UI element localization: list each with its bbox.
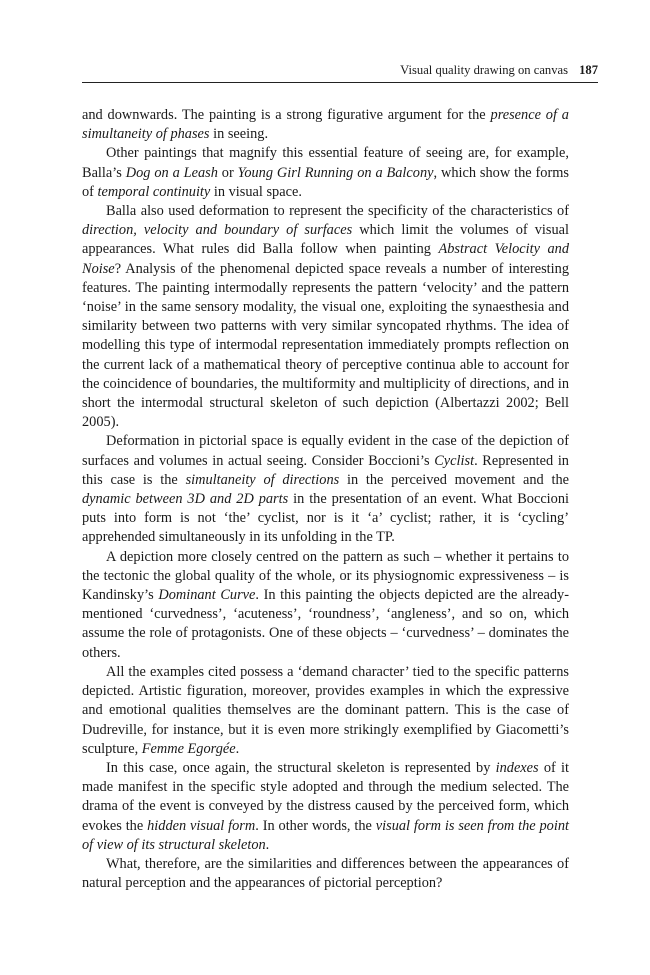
italic-run: Young Girl Running on a Balcony xyxy=(237,164,434,181)
italic-run: Dog on a Leash xyxy=(125,164,218,181)
running-title: Visual quality drawing on canvas xyxy=(400,63,568,77)
italic-run: temporal continuity xyxy=(97,183,211,200)
paragraph xyxy=(82,855,569,893)
text-run: which limit the volumes of visual appearances. What rules did Balla follow when painting xyxy=(82,222,569,258)
text-run: in the perceived movement and the xyxy=(339,471,569,488)
paragraph xyxy=(82,106,569,144)
paragraph xyxy=(82,202,569,432)
paragraph xyxy=(82,432,569,547)
italic-run: hidden visual form xyxy=(147,817,256,834)
text-run: . Represented in this case is the xyxy=(82,452,569,488)
italic-run: Cyclist xyxy=(434,452,475,469)
italic-run: indexes xyxy=(495,759,539,776)
text-run: Other paintings that magnify this essential feature of seeing are, for example, Balla’s xyxy=(82,145,569,181)
text-run: in visual space. xyxy=(210,183,302,200)
italic-run: dynamic between 3D and 2D parts xyxy=(82,491,289,508)
italic-run: Femme Egorgée xyxy=(141,740,236,757)
text-run: . In this painting the objects depicted are the already-mentioned ‘curvedness’, ‘acuteness’, ‘roundness’, ‘angleness’, and so on, which assume the role of protagonists. One of these objects – ‘curvedness’ – dominates the others. xyxy=(82,587,570,661)
text-run: . xyxy=(265,836,270,853)
italic-run: direction, velocity and boundary of surfaces xyxy=(82,222,353,239)
text-run: or xyxy=(217,164,238,181)
page-number: 187 xyxy=(579,63,598,77)
text-run: , which show the forms of xyxy=(82,164,569,200)
text-run: and downwards. The painting is a strong figurative argument for the xyxy=(82,107,491,123)
text-run: in the presentation of an event. What Boccioni puts into form is not ‘the’ cyclist, nor is it ‘a’ cyclist; rather, it is ‘cycling’ apprehended simultaneously in its unfolding in the TP. xyxy=(82,491,569,546)
text-run: . In other words, the xyxy=(255,817,376,834)
paragraph xyxy=(82,663,569,759)
paragraph xyxy=(82,548,569,663)
text-run: All the examples cited possess a ‘demand character’ tied to the specific patterns depicted. Artistic figuration, moreover, provides examples in which the expressive and emotional qualities themselves are the dominant pattern. This is the case of Dudreville, for instance, but it is even more strikingly exemplified by Giacometti’s sculpture, xyxy=(82,663,569,757)
italic-run: Dominant Curve xyxy=(158,587,256,604)
italic-run: simultaneity of directions xyxy=(185,471,340,488)
paragraph xyxy=(82,759,569,855)
text-run: What, therefore, are the similarities and differences between the appearances of natural perception and the appearances of pictorial perception? xyxy=(82,855,569,892)
text-run: of it made manifest in the specific style adopted and through the medium selected. The drama of the event is conveyed by the distress caused by the perceived form, which evokes the xyxy=(82,759,569,834)
text-run: In this case, once again, the structural skeleton is represented by xyxy=(106,759,496,776)
text-run: Deformation in pictorial space is equally evident in the case of the depiction of surfaces and volumes in actual seeing. Consider Boccioni’s xyxy=(82,433,569,469)
text-run: Balla also used deformation to represent the specificity of the characteristics of xyxy=(106,203,569,220)
text-run: ? Analysis of the phenomenal depicted space reveals a number of interesting features. The painting intermodally represents the pattern ‘velocity’ and the pattern ‘noise’ in the same sensory modality, the visual one, exploiting the synaesthesia and similarity between two patterns with very similar syncopated rhythms. The idea of modelling this type of intermodal representation immediately prompts reflection on the current lack of a mathematical theory of perceptive continua able to account for the coincidence of boundaries, the multiformity and multiplicity of directions, and in short the intermodal structural skeleton of such depiction (Albertazzi 2002; Bell 2005). xyxy=(82,260,569,431)
text-run: A depiction more closely centred on the pattern as such – whether it pertains to the tectonic the global quality of the whole, or its physiognomic expressiveness – is Kandinsky’s xyxy=(82,548,569,604)
running-header xyxy=(82,61,598,83)
italic-run: presence of a simultaneity of phases xyxy=(82,107,569,143)
paragraph xyxy=(82,144,569,202)
text-run: in seeing. xyxy=(209,126,269,143)
italic-run: Abstract Velocity and Noise xyxy=(82,241,569,277)
italic-run: visual form is seen from the point of view of its structural skeleton xyxy=(82,817,569,853)
text-run: . xyxy=(235,740,240,757)
body-text xyxy=(82,106,569,893)
